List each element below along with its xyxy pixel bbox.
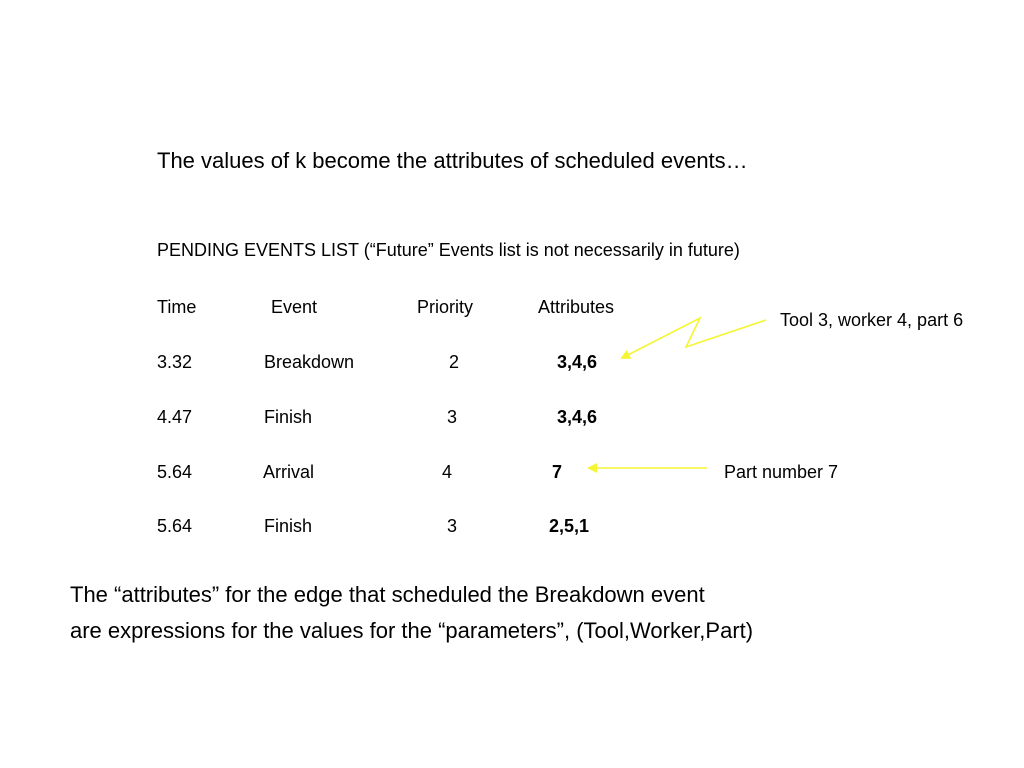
cell-priority: 3: [447, 516, 458, 536]
cell-event: Finish: [264, 407, 313, 427]
closing-line-2: are expressions for the values for the “parameters”, (Tool,Worker,Part): [70, 618, 754, 643]
header-attributes: Attributes: [538, 297, 615, 317]
header-priority: Priority: [417, 297, 474, 317]
closing-line-1: The “attributes” for the edge that scheduled the Breakdown event: [70, 582, 705, 607]
annotation-part-number: Part number 7: [724, 462, 839, 482]
cell-priority: 3: [447, 407, 458, 427]
pending-events-title: PENDING EVENTS LIST (“Future” Events list is not necessarily in future): [157, 240, 740, 260]
cell-attributes: 3,4,6: [557, 407, 598, 427]
cell-time: 5.64: [157, 516, 193, 536]
cell-event: Arrival: [263, 462, 315, 482]
header-time: Time: [157, 297, 197, 317]
cell-priority: 4: [442, 462, 453, 482]
annotation-tool-worker-part: Tool 3, worker 4, part 6: [780, 310, 964, 330]
cell-attributes: 7: [552, 462, 563, 482]
cell-time: 3.32: [157, 352, 193, 372]
header-event: Event: [271, 297, 318, 317]
cell-time: 5.64: [157, 462, 193, 482]
cell-priority: 2: [449, 352, 460, 372]
slide-heading: The values of k become the attributes of scheduled events…: [157, 148, 748, 173]
cell-time: 4.47: [157, 407, 193, 427]
cell-event: Finish: [264, 516, 313, 536]
zigzag-arrow: [622, 318, 766, 358]
cell-event: Breakdown: [264, 352, 355, 372]
cell-attributes: 2,5,1: [549, 516, 590, 536]
cell-attributes: 3,4,6: [557, 352, 598, 372]
